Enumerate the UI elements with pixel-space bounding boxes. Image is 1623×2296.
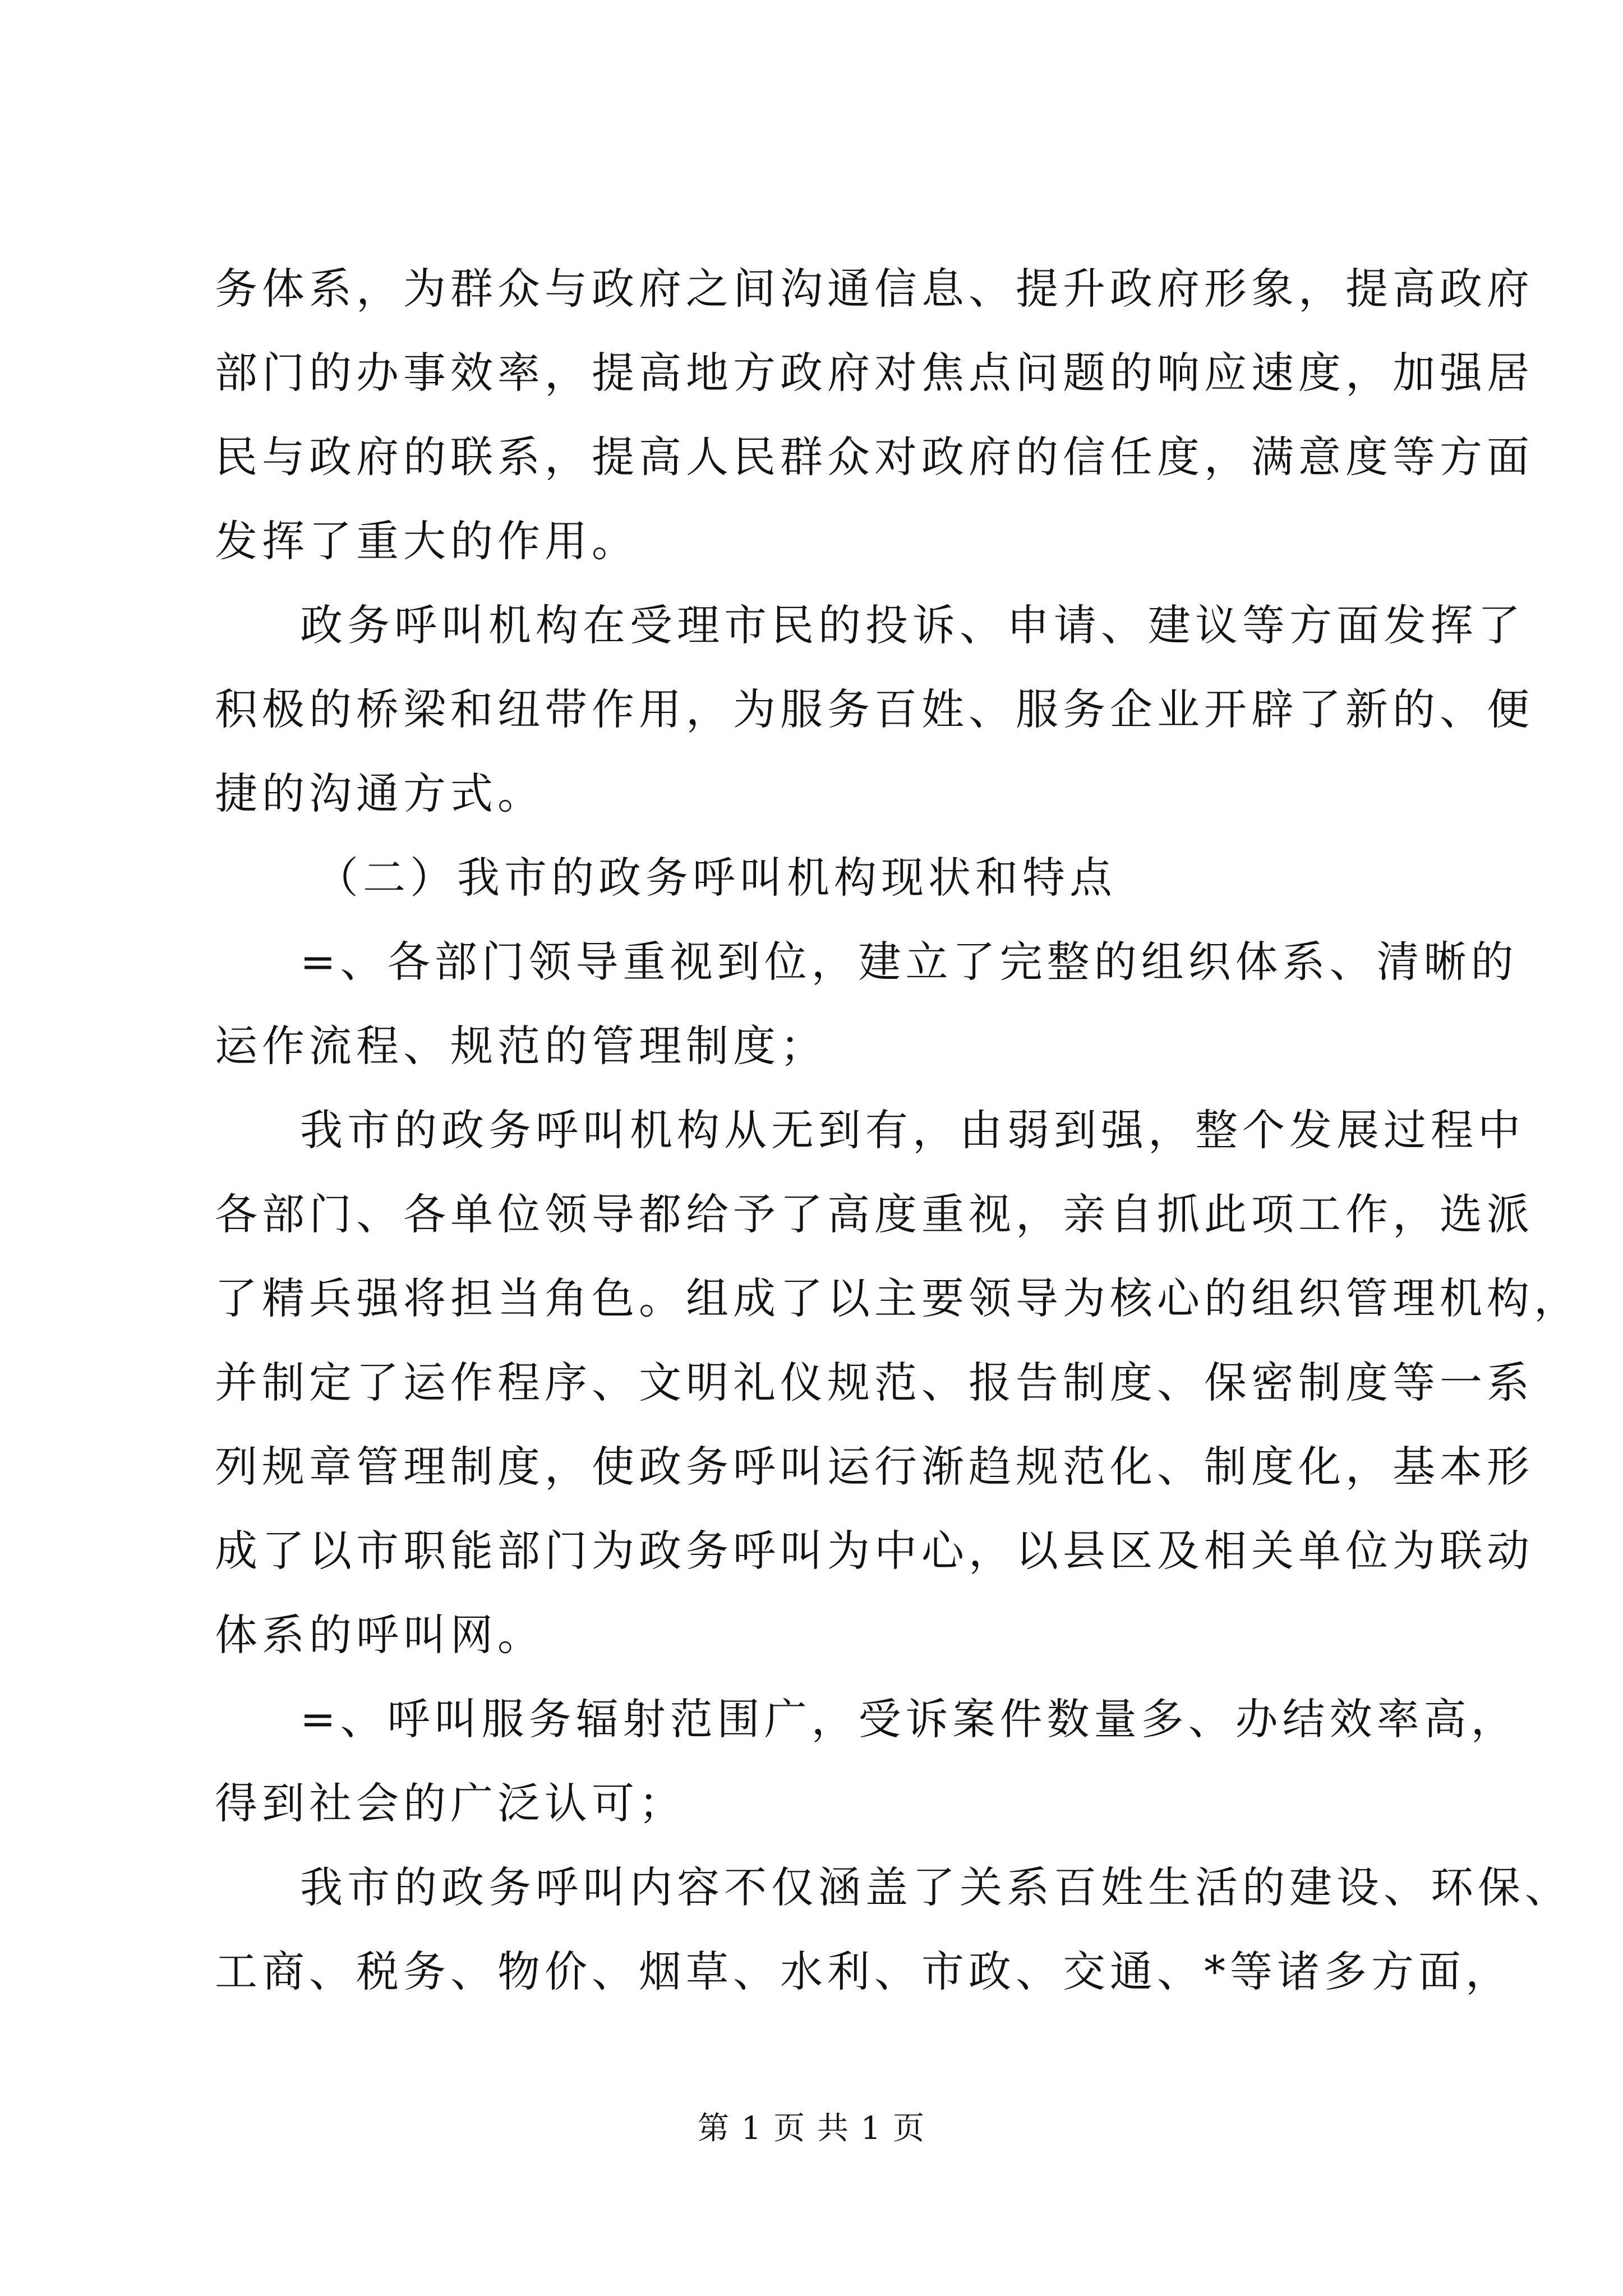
paragraph-first-line: 政务呼叫机构在受理市民的投诉、申请、建议等方面发挥了 <box>300 600 1525 650</box>
section-heading: （二）我市的政务呼叫机构现状和特点 <box>316 853 1117 903</box>
paragraph-first-line: 我市的政务呼叫内容不仅涵盖了关系百姓生活的建设、环保、 <box>300 1862 1572 1912</box>
paragraph-first-line: 我市的政务呼叫机构从无到有，由弱到强，整个发展过程中 <box>300 1105 1525 1155</box>
text-line: 部门的办事效率，提高地方政府对焦点问题的响应速度，加强居 <box>215 348 1534 398</box>
text-line: 务体系，为群众与政府之间沟通信息、提升政府形象，提高政府 <box>215 264 1534 314</box>
subheading-line: =、各部门领导重视到位，建立了完整的组织体系、清晰的 <box>300 937 1518 987</box>
text-line: 积极的桥梁和纽带作用，为服务百姓、服务企业开辟了新的、便 <box>215 684 1534 734</box>
text-line: 工商、税务、物价、烟草、水利、市政、交通、*等诸多方面， <box>215 1947 1513 1996</box>
page-footer <box>0 2109 1623 2148</box>
subheading-line: =、呼叫服务辐射范围广，受诉案件数量多、办结效率高， <box>300 1694 1518 1744</box>
text-line: 捷的沟通方式。 <box>215 769 545 818</box>
text-line: 运作流程、规范的管理制度； <box>215 1021 827 1071</box>
text-line: 发挥了重大的作用。 <box>215 516 639 566</box>
text-line: 了精兵强将担当角色。组成了以主要领导为核心的组织管理机构， <box>215 1273 1581 1323</box>
text-line: 各部门、各单位领导都给予了高度重视，亲自抓此项工作，选派 <box>215 1189 1534 1239</box>
text-line: 列规章管理制度，使政务呼叫运行渐趋规范化、制度化，基本形 <box>215 1442 1534 1492</box>
text-line: 成了以市职能部门为政务呼叫为中心，以县区及相关单位为联动 <box>215 1526 1534 1576</box>
text-line: 并制定了运作程序、文明礼仪规范、报告制度、保密制度等一系 <box>215 1358 1534 1407</box>
body-text <box>215 247 1581 2014</box>
text-line: 民与政府的联系，提高人民群众对政府的信任度，满意度等方面 <box>215 432 1534 482</box>
text-line: 体系的呼叫网。 <box>215 1610 545 1660</box>
page-number-label: 第 1 页 共 1 页 <box>697 2110 926 2147</box>
text-line: 得到社会的广泛认可； <box>215 1778 686 1828</box>
